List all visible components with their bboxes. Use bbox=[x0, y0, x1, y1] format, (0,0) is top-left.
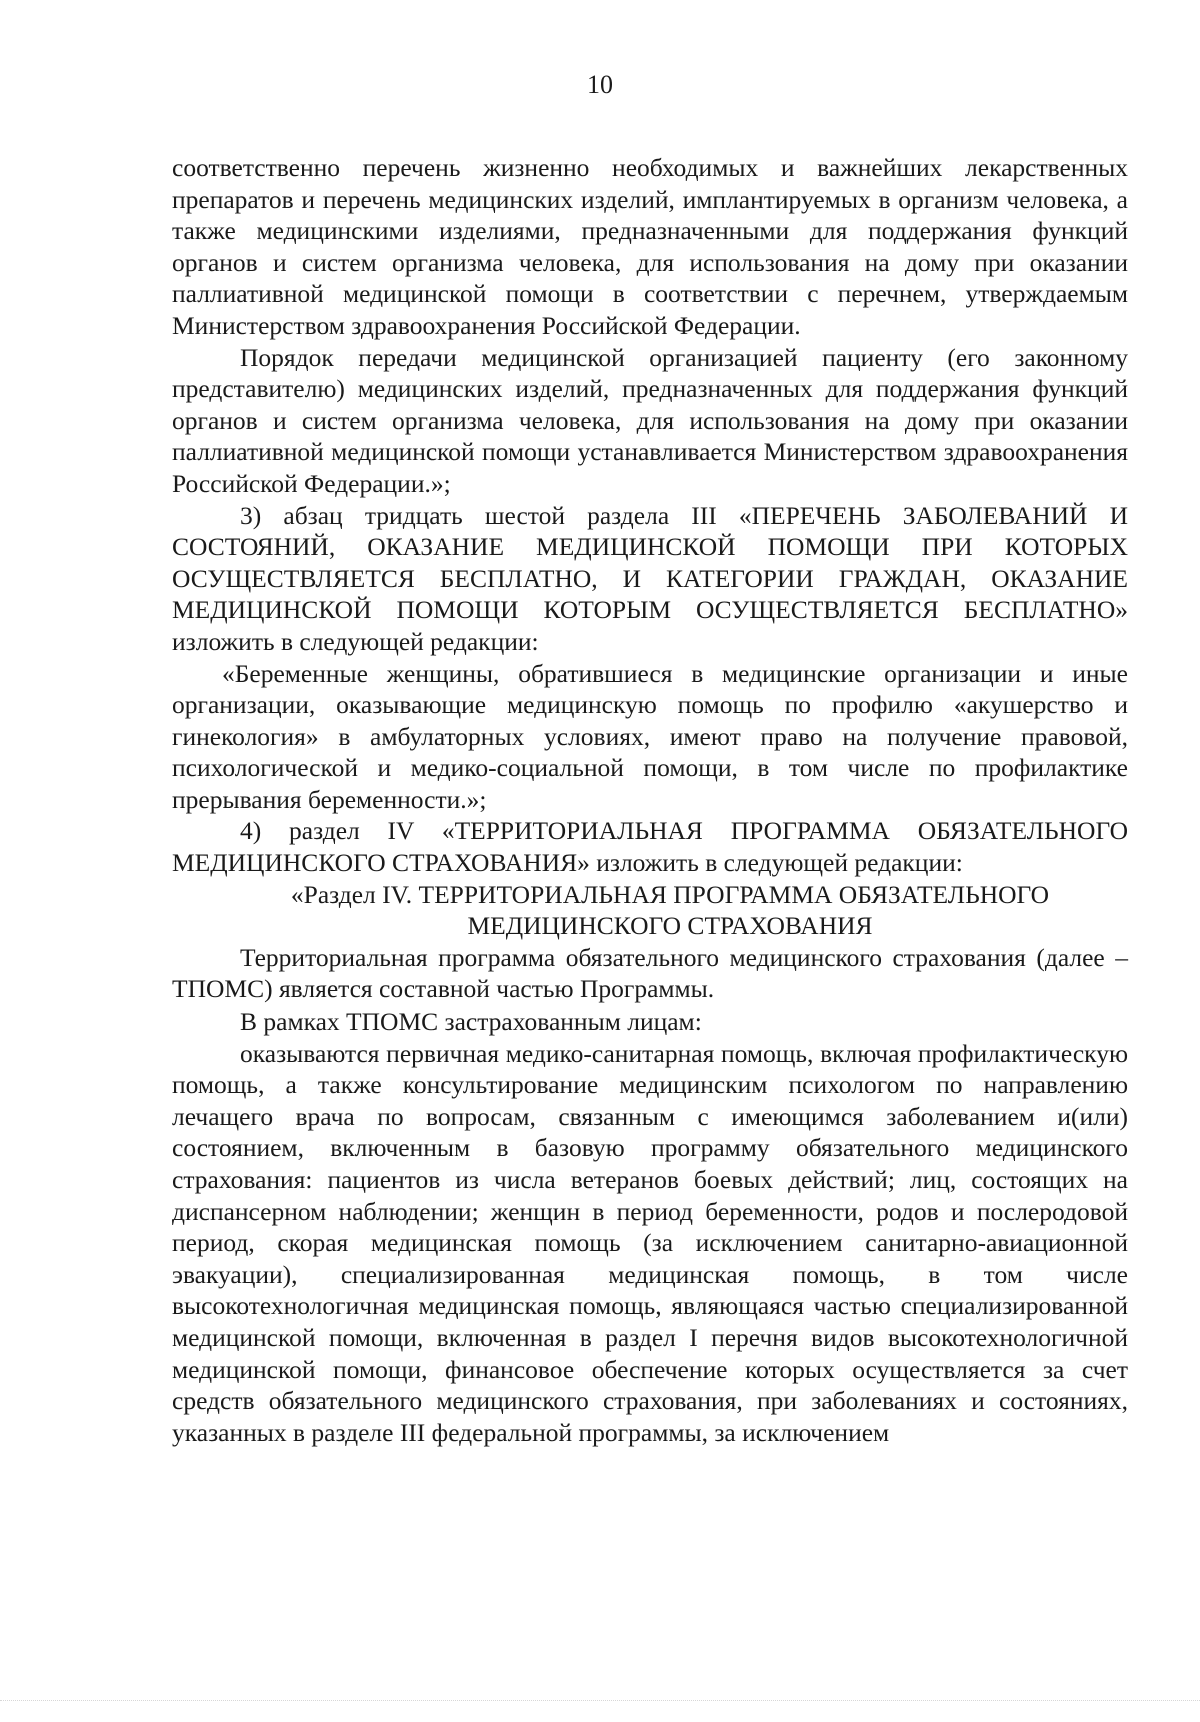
page-number: 10 bbox=[587, 70, 613, 99]
paragraph-item-3: 3) абзац тридцать шестой раздела III «ПЕРЕЧЕНЬ ЗАБОЛЕВАНИЙ И СОСТОЯНИЙ, ОКАЗАНИЕ МЕДИЦИНСКОЙ ПОМОЩИ ПРИ КОТОРЫХ ОСУЩЕСТВЛЯЕТСЯ БЕСПЛАТНО, И КАТЕГОРИИ ГРАЖДАН, ОКАЗАНИЕ МЕДИЦИНСКОЙ ПОМОЩИ КОТОРЫМ ОСУЩЕСТВЛЯЕТСЯ БЕСПЛАТНО» изложить в следующей редакции: bbox=[172, 500, 1128, 656]
document-body bbox=[172, 152, 1128, 1448]
scan-bottom-edge bbox=[0, 1700, 1200, 1704]
paragraph-services-provided: оказываются первичная медико-санитарная помощь, включая профилактическую помощь, а также консультирование медицинским психологом по направлению лечащего врача по вопросам, связанным с имеющимся заболеванием и(или) состоянием, включенным в базовую программу обязательного медицинского страхования: пациентов из числа ветеранов боевых действий; лиц, состоящих на диспансерном наблюдении; женщин в период беременности, родов и послеродовой период, скорая медицинская помощь (за исключением санитарно-авиационной эвакуации), специализированная медицинская помощь, в том числе высокотехнологичная медицинская помощь, являющаяся частью специализированной медицинской помощи, включенная в раздел I перечня видов высокотехнологичной медицинской помощи, финансовое обеспечение которых осуществляется за счет средств обязательного медицинского страхования, при заболеваниях и состояниях, указанных в разделе III федеральной программы, за исключением bbox=[172, 1038, 1128, 1447]
paragraph-transfer-procedure: Порядок передачи медицинской организацией пациенту (его законному представителю) медицинских изделий, предназначенных для поддержания функций органов и систем организма человека, для использования на дому при оказании паллиативной медицинской помощи устанавливается Министерством здравоохранения Российской Федерации.»; bbox=[172, 342, 1128, 498]
paragraph-tpoms-scope: В рамках ТПОМС застрахованным лицам: bbox=[240, 1007, 702, 1037]
paragraph-item-4: 4) раздел IV «ТЕРРИТОРИАЛЬНАЯ ПРОГРАММА ОБЯЗАТЕЛЬНОГО МЕДИЦИНСКОГО СТРАХОВАНИЯ» изложить в следующей редакции: bbox=[172, 816, 1128, 878]
section-heading-line-1: «Раздел IV. ТЕРРИТОРИАЛЬНАЯ ПРОГРАММА ОБЯЗАТЕЛЬНОГО bbox=[290, 879, 1050, 909]
section-heading-line-2: МЕДИЦИНСКОГО СТРАХОВАНИЯ bbox=[467, 911, 873, 941]
paragraph-tpoms-definition: Территориальная программа обязательного медицинского страхования (далее – ТПОМС) является составной частью Программы. bbox=[172, 942, 1128, 1004]
paragraph-pregnant-women: «Беременные женщины, обратившиеся в медицинские организации и иные организации, оказывающие медицинскую помощь по профилю «акушерство и гинекология» в амбулаторных условиях, имеют право на получение правовой, психологической и медико-социальной помощи, в том числе по профилактике прерывания беременности.»; bbox=[172, 658, 1128, 814]
paragraph-continuation: соответственно перечень жизненно необходимых и важнейших лекарственных препаратов и перечень медицинских изделий, имплантируемых в организм человека, а также медицинскими изделиями, предназначенными для поддержания функций органов и систем организма человека, для использования на дому при оказании паллиативной медицинской помощи в соответствии с перечнем, утверждаемым Министерством здравоохранения Российской Федерации. bbox=[172, 153, 1128, 340]
